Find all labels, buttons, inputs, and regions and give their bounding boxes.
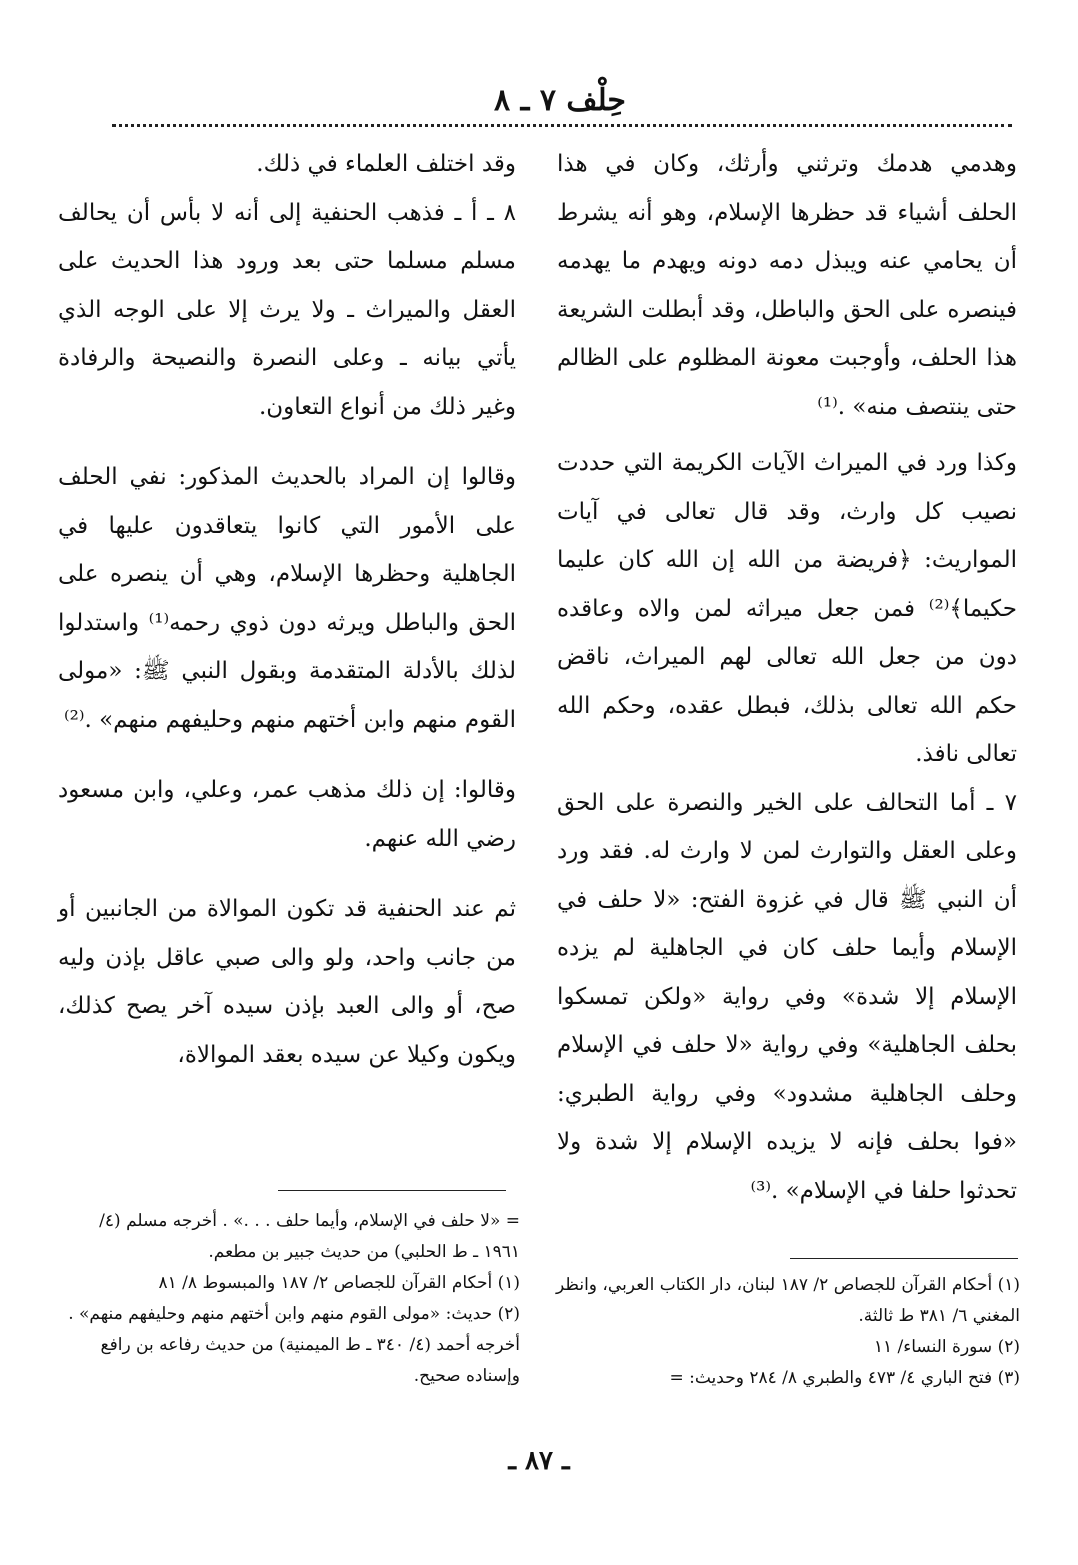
footnotes-right [540, 1270, 1020, 1394]
footnote: (٣) فتح الباري ٤/ ٤٧٣ والطبري ٨/ ٢٨٤ وحديث: = [669, 1368, 1020, 1388]
footnote: (٢) سورة النساء/ ١١ [873, 1337, 1020, 1357]
paragraph: وقد اختلف العلماء في ذلك. [256, 151, 516, 177]
header-dotted-rule [112, 124, 1012, 127]
footnote-rule-left [278, 1190, 506, 1191]
page-header [110, 78, 1010, 128]
page-number: ـ ٨٧ ـ [508, 1446, 570, 1476]
paragraph: وكذا ورد في الميراث الآيات الكريمة التي حددت نصيب كل وارث، وقد قال تعالى في آيات المواريث: ﴿فريضة من الله إن الله كان عليما حكيما﴾⁽²⁾ فمن جعل ميراثه لمن والاه وعاقده دون من جعل الله تعالى لهم الميراث، ناقض حكم الله تعالى بذلك، فبطل عقده، وحكم الله تعالى نافذ. [557, 450, 1017, 767]
paragraph: وهدمي هدمك وترثني وأرثك، وكان في هذا الحلف أشياء قد حظرها الإسلام، وهو أنه يشرط أن يحامي عنه ويبذل دمه دونه ويهدم ما يهدمه فينصره على الحق والباطل، وقد أبطلت الشريعة هذا الحلف، وأوجبت معونة المظلوم على الظالم حتى ينتصف منه» .⁽¹⁾ [557, 151, 1017, 420]
paragraph: وقالوا: إن ذلك مذهب عمر، وعلي، وابن مسعود رضي الله عنهم. [58, 777, 516, 852]
footnote-rule-right [790, 1258, 1018, 1259]
footnotes-left [60, 1206, 520, 1392]
paragraph: ثم عند الحنفية قد تكون الموالاة من الجانبين أو من جانب واحد، ولو والى صبي عاقل بإذن وليه صح، أو والى العبد بإذن سيده آخر يصح كذلك، ويكون وكيلا عن سيده بعقد الموالاة، [58, 896, 516, 1068]
footnote: (١) أحكام القرآن للجصاص ٢/ ١٨٧ والمبسوط ٨/ ٨١ [158, 1273, 520, 1293]
page-title: حِلْف ٧ ـ ٨ [494, 83, 626, 118]
footnote: (١) أحكام القرآن للجصاص ٢/ ١٨٧ لبنان، دار الكتاب العربي، وانظر المغني ٦/ ٣٨١ ط ثالثة. [556, 1275, 1020, 1326]
paragraph: وقالوا إن المراد بالحديث المذكور: نفي الحلف على الأمور التي كانوا يتعاقدون عليها في الجاهلية وحظرها الإسلام، وهي أن ينصره على الحق والباطل ويرثه دون ذوي رحمه⁽¹⁾ واستدلوا لذلك بالأدلة المتقدمة وبقول النبي ﷺ: «مولى القوم منهم وابن أختهم منهم وحليفهم منهم» .⁽²⁾ [58, 464, 516, 733]
paragraph: ٧ ـ أما التحالف على الخير والنصرة على الحق وعلى العقل والتوارث لمن لا وارث له. فقد ورد أن النبي ﷺ قال في غزوة الفتح: «لا حلف في الإسلام وأيما حلف كان في الجاهلية لم يزده الإسلام إلا شدة» وفي رواية «ولكن تمسكوا بحلف الجاهلية» وفي رواية «لا حلف في الإسلام وحلف الجاهلية مشدود» وفي رواية الطبري: «فوا بحلف فإنه لا يزيده الإسلام إلا شدة ولا تحدثوا حلفا في الإسلام» .⁽³⁾ [557, 789, 1017, 1204]
footnote: (٢) حديث: «مولى القوم منهم وابن أختهم منهم وحليفهم منهم» . أخرجه أحمد (٤/ ٣٤٠ ـ ط الميمنية) من حديث رفاعه بن رافع وإسناده صحيح. [68, 1304, 520, 1386]
right-column [557, 140, 1017, 1215]
footnote: = «لا حلف في الإسلام، وأيما حلف . . .» . أخرجه مسلم (٤/ ١٩٦١ ـ ط الحلبي) من حديث جبير بن مطعم. [99, 1211, 520, 1262]
left-column [58, 140, 516, 1079]
paragraph: ٨ ـ أ ـ فذهب الحنفية إلى أنه لا بأس أن يحالف مسلم مسلما حتى بعد ورود هذا الحديث على العقل والميراث ـ ولا يرث إلا على الوجه الذي يأتي بيانه ـ وعلى النصرة والنصيحة والرفادة وغير ذلك من أنواع التعاون. [58, 199, 516, 420]
